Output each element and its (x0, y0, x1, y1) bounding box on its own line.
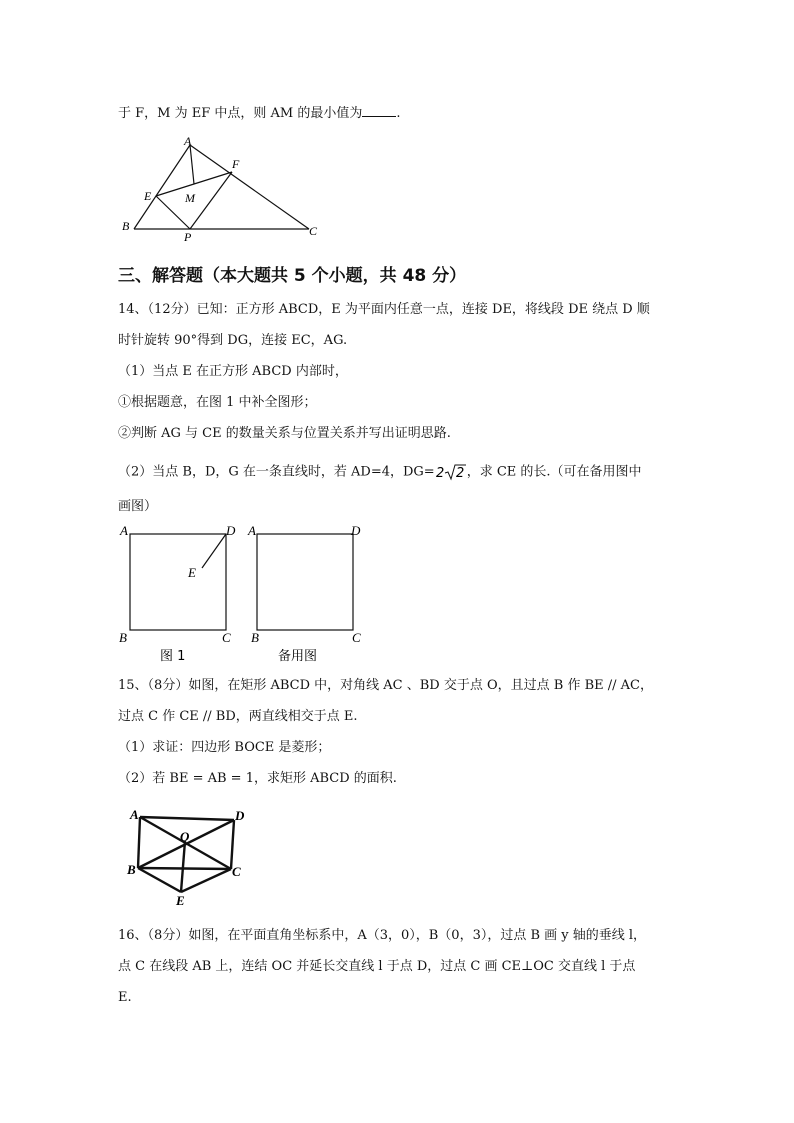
fig1-B: B (119, 630, 127, 645)
rect-D: D (235, 808, 245, 823)
q14-part2-b: ，求 CE 的长.（可在备用图中 (466, 464, 642, 480)
rect-A: A (130, 807, 139, 822)
sqrt-coefficient: 2 (435, 466, 444, 481)
q14-part2-a: （2）当点 B，D，G 在一条直线时，若 AD=4，DG= (118, 464, 435, 480)
sqrt-radicand: 2 (455, 466, 464, 481)
triangle-figure (118, 132, 328, 244)
answer-blank (362, 104, 396, 117)
label-E: E (144, 189, 152, 203)
label-M: M (185, 191, 195, 205)
label-F: F (232, 157, 240, 171)
q14-part1a: ①根据题意，在图 1 中补全图形； (118, 395, 317, 410)
fig1-D: D (226, 523, 236, 538)
fig2-C: C (352, 630, 361, 645)
q14-part2 (118, 462, 642, 482)
q15-part2: （2）若 BE = AB = 1，求矩形 ABCD 的面积. (118, 771, 397, 786)
square-figures (118, 520, 378, 668)
label-A: A (184, 134, 192, 148)
fig1-C: C (222, 630, 231, 645)
sqrt-expression (435, 462, 467, 482)
label-P: P (184, 230, 192, 244)
rectangle-figure (118, 804, 258, 910)
fig2-D: D (351, 523, 361, 538)
rect-O: O (180, 829, 190, 844)
q14-line2: 时针旋转 90°得到 DG，连接 EC，AG. (118, 333, 348, 348)
fig1-E: E (188, 565, 196, 580)
q15-line2: 过点 C 作 CE // BD，两直线相交于点 E. (118, 709, 358, 724)
q14-part1b: ②判断 AG 与 CE 的数量关系与位置关系并写出证明思路. (118, 426, 451, 441)
fig2-A: A (248, 523, 256, 538)
q16-line1: 16、（8分）如图，在平面直角坐标系中，A（3，0），B（0，3），过点 B 画 y 轴的垂线 l， (118, 928, 647, 943)
q14-part1: （1）当点 E 在正方形 ABCD 内部时， (118, 364, 348, 379)
fig1-caption: 图 1 (160, 649, 186, 664)
q14-line1: 14、（12分）已知：正方形 ABCD，E 为平面内任意一点，连接 DE，将线段 DE 绕点 D 顺 (118, 302, 650, 317)
q15-part1: （1）求证：四边形 BOCE 是菱形； (118, 740, 331, 755)
period: . (396, 106, 401, 121)
question-13-tail (118, 104, 400, 123)
q14-part2-c: 画图） (118, 499, 158, 514)
q16-line3: E. (118, 990, 132, 1005)
fig1-A: A (120, 523, 128, 538)
rect-B: B (127, 862, 136, 877)
rect-E: E (176, 893, 185, 908)
section-heading: 三、解答题（本大题共 5 个小题，共 48 分） (118, 266, 467, 286)
fig2-caption: 备用图 (278, 649, 318, 664)
q16-line2: 点 C 在线段 AB 上，连结 OC 并延长交直线 l 于点 D，过点 C 画 CE⊥OC 交直线 l 于点 (118, 959, 636, 974)
rect-C: C (232, 864, 241, 879)
fig2-B: B (251, 630, 259, 645)
q15-line1: 15、（8分）如图，在矩形 ABCD 中，对角线 AC 、BD 交于点 O，且过点 B 作 BE // AC， (118, 678, 653, 693)
question-13-text: 于 F，M 为 EF 中点，则 AM 的最小值为 (118, 106, 363, 121)
label-B: B (122, 219, 130, 233)
label-C: C (309, 224, 318, 238)
